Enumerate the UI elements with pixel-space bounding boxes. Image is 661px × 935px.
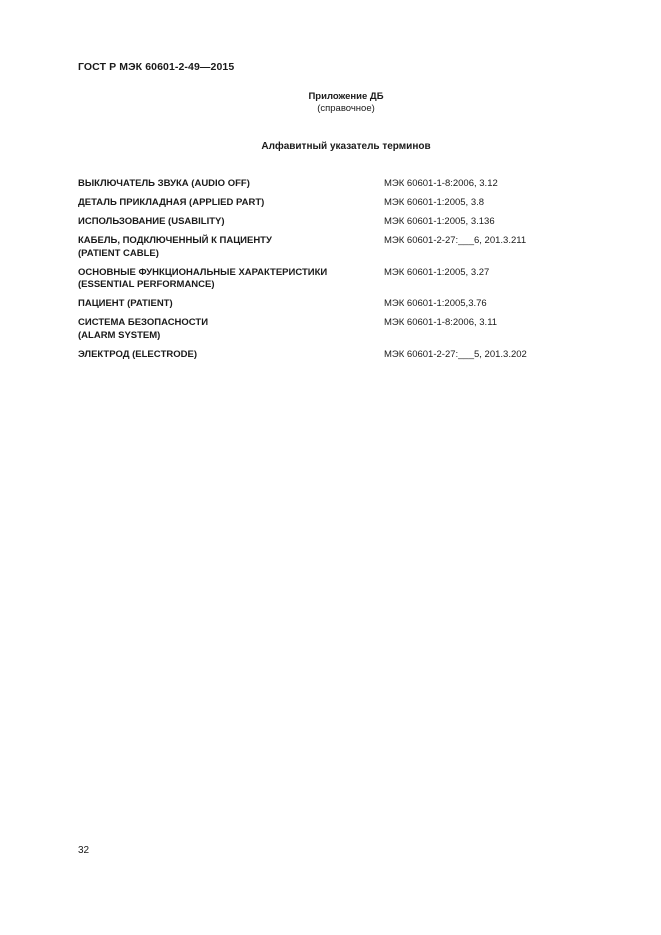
term-reference: МЭК 60601-2-27:___5, 201.3.202	[384, 348, 527, 360]
term-name: ЭЛЕКТРОД (ELECTRODE)	[78, 348, 198, 360]
term-reference: МЭК 60601-1-8:2006, 3.11	[384, 317, 498, 328]
term-name: ИСПОЛЬЗОВАНИЕ (USABILITY)	[78, 216, 225, 227]
term-reference: МЭК 60601-1-8:2006, 3.12	[384, 178, 498, 189]
page-number: 32	[78, 845, 90, 856]
term-row	[78, 298, 558, 311]
term-name: СИСТЕМА БЕЗОПАСНОСТИ (ALARM SYSTEM)	[78, 317, 209, 341]
appendix-title: Приложение ДБ	[308, 91, 384, 102]
term-row	[78, 216, 558, 229]
index-title: Алфавитный указатель терминов	[261, 141, 431, 152]
terms-list	[78, 178, 558, 368]
term-row	[78, 235, 558, 260]
term-name: ОСНОВНЫЕ ФУНКЦИОНАЛЬНЫЕ ХАРАКТЕРИСТИКИ (ESSENTIAL PERFORMANCE)	[78, 266, 328, 290]
appendix-heading	[0, 91, 661, 115]
appendix-subtitle: (справочное)	[317, 103, 375, 114]
term-row	[78, 267, 558, 292]
standard-designation: ГОСТ Р МЭК 60601-2-49—2015	[78, 61, 235, 73]
term-reference: МЭК 60601-2-27:___6, 201.3.211	[384, 235, 527, 246]
term-name: ПАЦИЕНТ (PATIENT)	[78, 298, 173, 309]
term-row	[78, 349, 558, 362]
term-row	[78, 317, 558, 342]
term-reference: МЭК 60601-1:2005,3.76	[384, 298, 487, 309]
term-name: КАБЕЛЬ, ПОДКЛЮЧЕННЫЙ К ПАЦИЕНТУ (PATIENT CABLE)	[78, 235, 272, 259]
term-name: ДЕТАЛЬ ПРИКЛАДНАЯ (APPLIED PART)	[78, 197, 265, 208]
term-reference: МЭК 60601-1:2005, 3.136	[384, 216, 495, 227]
term-reference: МЭК 60601-1:2005, 3.8	[384, 197, 485, 208]
term-reference: МЭК 60601-1:2005, 3.27	[384, 266, 490, 278]
term-row	[78, 178, 558, 191]
term-row	[78, 197, 558, 210]
term-name: ВЫКЛЮЧАТЕЛЬ ЗВУКА (AUDIO OFF)	[78, 178, 250, 189]
